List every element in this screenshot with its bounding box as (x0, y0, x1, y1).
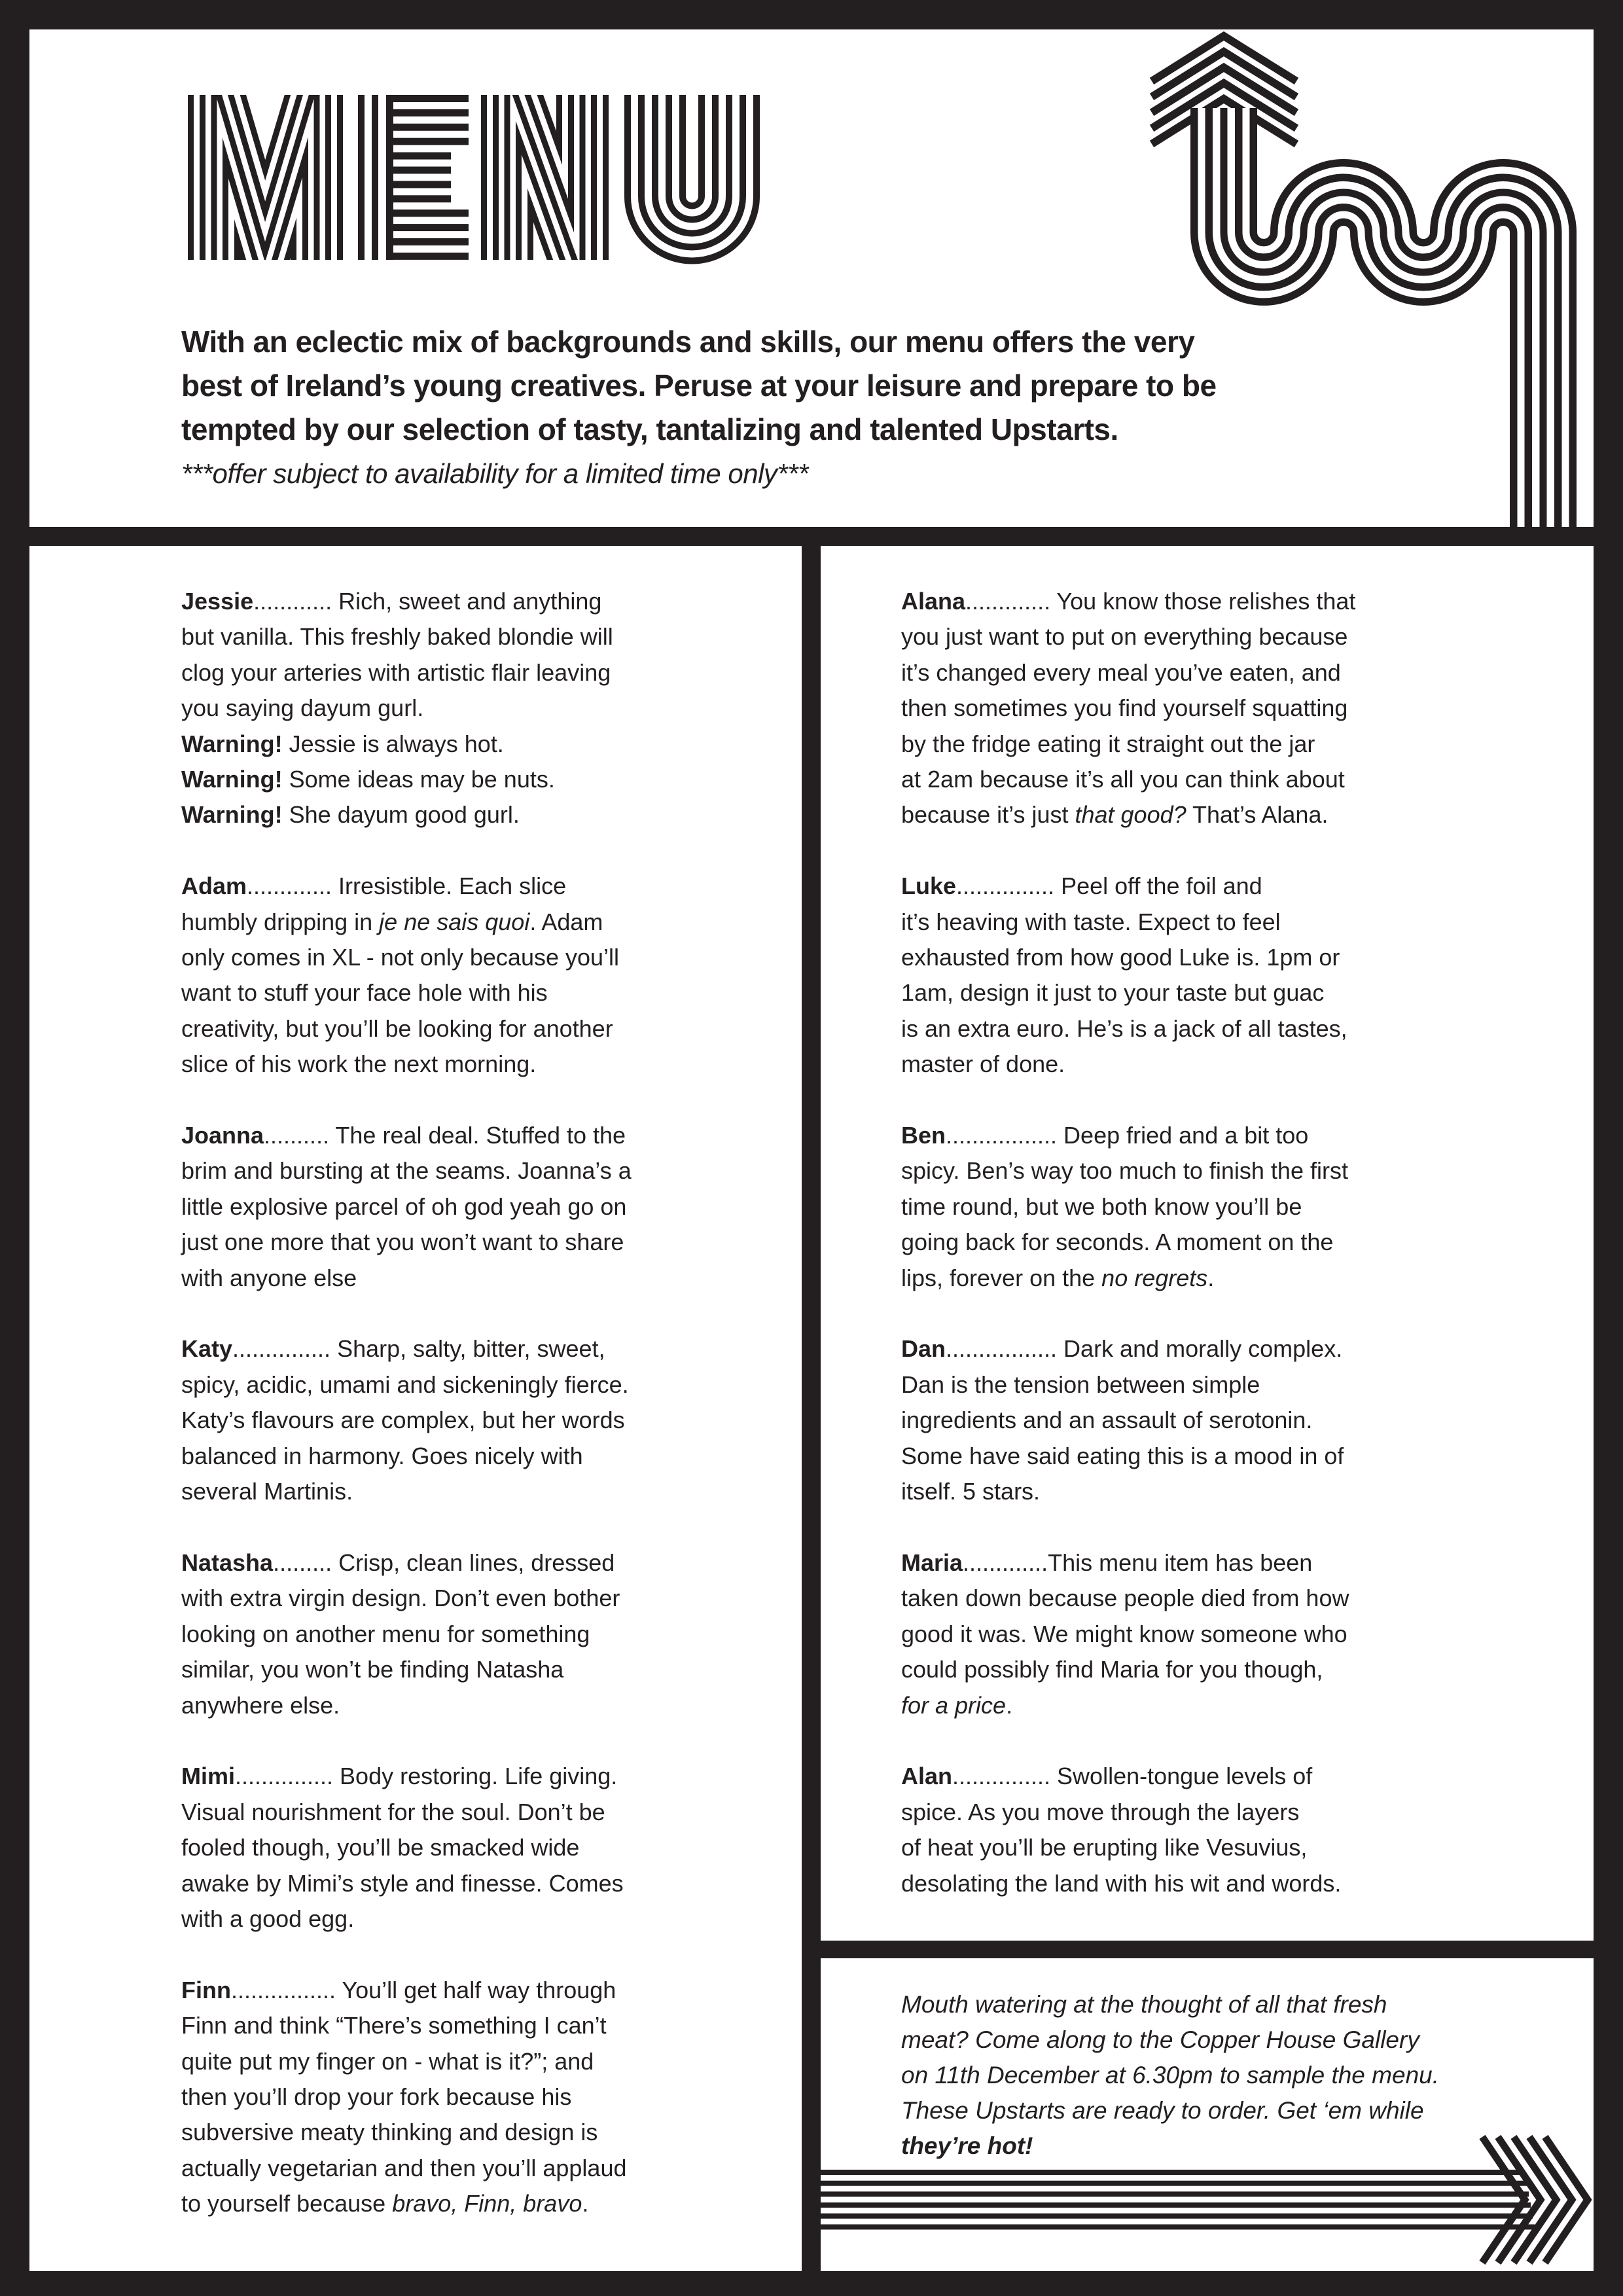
menu-item-luke (901, 869, 1355, 1082)
menu-item-name: Dan (901, 1335, 946, 1363)
menu-item-name: Adam (181, 872, 247, 900)
menu-item-description: for a price (901, 1691, 1007, 1719)
menu-item-description: ............. Irresistible. Each slice humbly dripping in (181, 872, 567, 935)
event-panel (821, 1958, 1594, 2271)
menu-item-name: Katy (181, 1335, 233, 1363)
menu-item-description: ............... Peel off the foil and it’s heaving with taste. Expect to feel exhausted from how good Luke is. 1pm or 1am, design it just to your taste but guac is an extra euro. He’s is a jack of all tastes, master of done. (901, 872, 1347, 1078)
menu-item-natasha (181, 1545, 632, 1723)
menu-item-adam (181, 869, 632, 1082)
intro-line: tempted by our selection of tasty, tantalizing and talented Upstarts. (181, 412, 1118, 446)
menu-list-right (901, 584, 1355, 1937)
menu-item-description: no regrets (1101, 1264, 1208, 1291)
menu-item-description: . (1006, 1691, 1013, 1719)
menu-item-description: je ne sais quoi (379, 908, 530, 935)
menu-item-name: Alana (901, 588, 966, 615)
menu-item-description: . (582, 2190, 589, 2217)
warning-label: Warning! (181, 801, 283, 829)
menu-item-name: Luke (901, 872, 957, 900)
menu-item-name: Joanna (181, 1122, 264, 1149)
menu-item-description: Jessie is always hot. (289, 730, 504, 757)
header-panel (29, 29, 1594, 527)
menu-item-finn (181, 1973, 632, 2222)
menu-item-description: . Adam only comes in XL - not only because you’ll want to stuff your face hole with his creativity, but you’ll be looking for another slice of his work the next morning. (181, 908, 620, 1078)
menu-item-description: ................ You’ll get half way through Finn and think “There’s something I can’t quite put my finger on - what is it?”; and then you’ll drop your fork because his subversive meaty thinking and design is actually vegetarian and then you’ll applaud to yourself because (181, 1976, 627, 2217)
event-hot-text: they’re hot! (901, 2132, 1033, 2159)
menu-item-alana (901, 584, 1355, 833)
menu-item-description: She dayum good gurl. (282, 801, 520, 829)
menu-item-katy (181, 1331, 632, 1509)
menu-item-jessie (181, 584, 632, 833)
event-text: Mouth watering at the thought of all that fresh meat? Come along to the Copper House Gallery on 11th December at 6.30pm to sample the menu. These Upstarts are ready to order. Get ‘em while (901, 1991, 1440, 2124)
menu-item-description: .............This menu item has been taken down because people died from how good it was. We might know someone who could possibly find Maria for you though, (901, 1549, 1349, 1683)
menu-item-maria (901, 1545, 1355, 1723)
warning-label: Warning! (181, 766, 283, 793)
menu-item-name: Jessie (181, 588, 254, 615)
menu-item-name: Mimi (181, 1763, 236, 1790)
intro-line: best of Ireland’s young creatives. Peruse at your leisure and prepare to be (181, 368, 1217, 403)
menu-item-description: ............... Sharp, salty, bitter, sweet, spicy, acidic, umami and sickeningly fierce. Katy’s flavours are complex, but her words balanced in harmony. Goes nicely with several Martinis. (181, 1335, 629, 1505)
availability-note: ***offer subject to availability for a limited time only*** (181, 458, 808, 489)
menu-item-description: ................. Dark and morally complex. Dan is the tension between simple ingredients and an assault of serotonin. Some have said eating this is a mood in of itself. 5 stars. (901, 1335, 1344, 1505)
menu-item-description: ............... Swollen-tongue levels of spice. As you move through the layers of heat you’ll be erupting like Vesuvius, desolating the land with his wit and words. (901, 1763, 1342, 1897)
menu-item-mimi (181, 1759, 632, 1937)
event-invitation (901, 1987, 1439, 2164)
intro-text (181, 320, 1217, 495)
menu-item-name: Finn (181, 1976, 231, 2003)
menu-item-description: ......... Crisp, clean lines, dressed with extra virgin design. Don’t even bother looking on another menu for something similar, you won’t be finding Natasha anywhere else. (181, 1549, 620, 1719)
menu-item-description: That’s Alana. (1186, 801, 1329, 829)
warning-label: Warning! (181, 730, 283, 757)
menu-item-name: Maria (901, 1549, 963, 1576)
menu-item-description: ............ Rich, sweet and anything but vanilla. This freshly baked blondie will clog your arteries with artistic flair leaving you saying dayum gurl. (181, 588, 613, 722)
menu-item-description: .......... The real deal. Stuffed to the brim and bursting at the seams. Joanna’s a little explosive parcel of oh god yeah go on just one more that you won’t want to share with anyone else (181, 1122, 632, 1291)
menu-item-description: bravo, Finn, bravo (392, 2190, 582, 2217)
menu-item-description: ............. You know those relishes that you just want to put on everything because it’s changed every meal you’ve eaten, and then sometimes you find yourself squatting by the fridge eating it straight out the jar at 2am because it’s all you can think about because it’s just (901, 588, 1356, 829)
menu-item-description: Some ideas may be nuts. (289, 766, 555, 793)
menu-item-description: that good? (1075, 801, 1186, 829)
menu-item-description: ............... Body restoring. Life giving. Visual nourishment for the soul. Don’t be fooled though, you’ll be smacked wide awake by Mimi’s style and finesse. Comes with a good egg. (181, 1763, 624, 1932)
menu-item-description: . (1207, 1264, 1215, 1291)
menu-item-description: ................. Deep fried and a bit too spicy. Ben’s way too much to finish the first time round, but we both know you’ll be going back for seconds. A moment on the lips, forever on the (901, 1122, 1348, 1291)
right-menu-panel (821, 546, 1594, 1941)
left-menu-panel (29, 546, 802, 2271)
menu-list-left (181, 584, 632, 2257)
menu-item-ben (901, 1118, 1355, 1296)
menu-item-name: Alan (901, 1763, 953, 1790)
menu-item-alan (901, 1759, 1355, 1901)
menu-item-name: Ben (901, 1122, 946, 1149)
menu-item-joanna (181, 1118, 632, 1296)
menu-item-dan (901, 1331, 1355, 1509)
menu-item-name: Natasha (181, 1549, 274, 1576)
intro-line: With an eclectic mix of backgrounds and skills, our menu offers the very (181, 325, 1195, 359)
